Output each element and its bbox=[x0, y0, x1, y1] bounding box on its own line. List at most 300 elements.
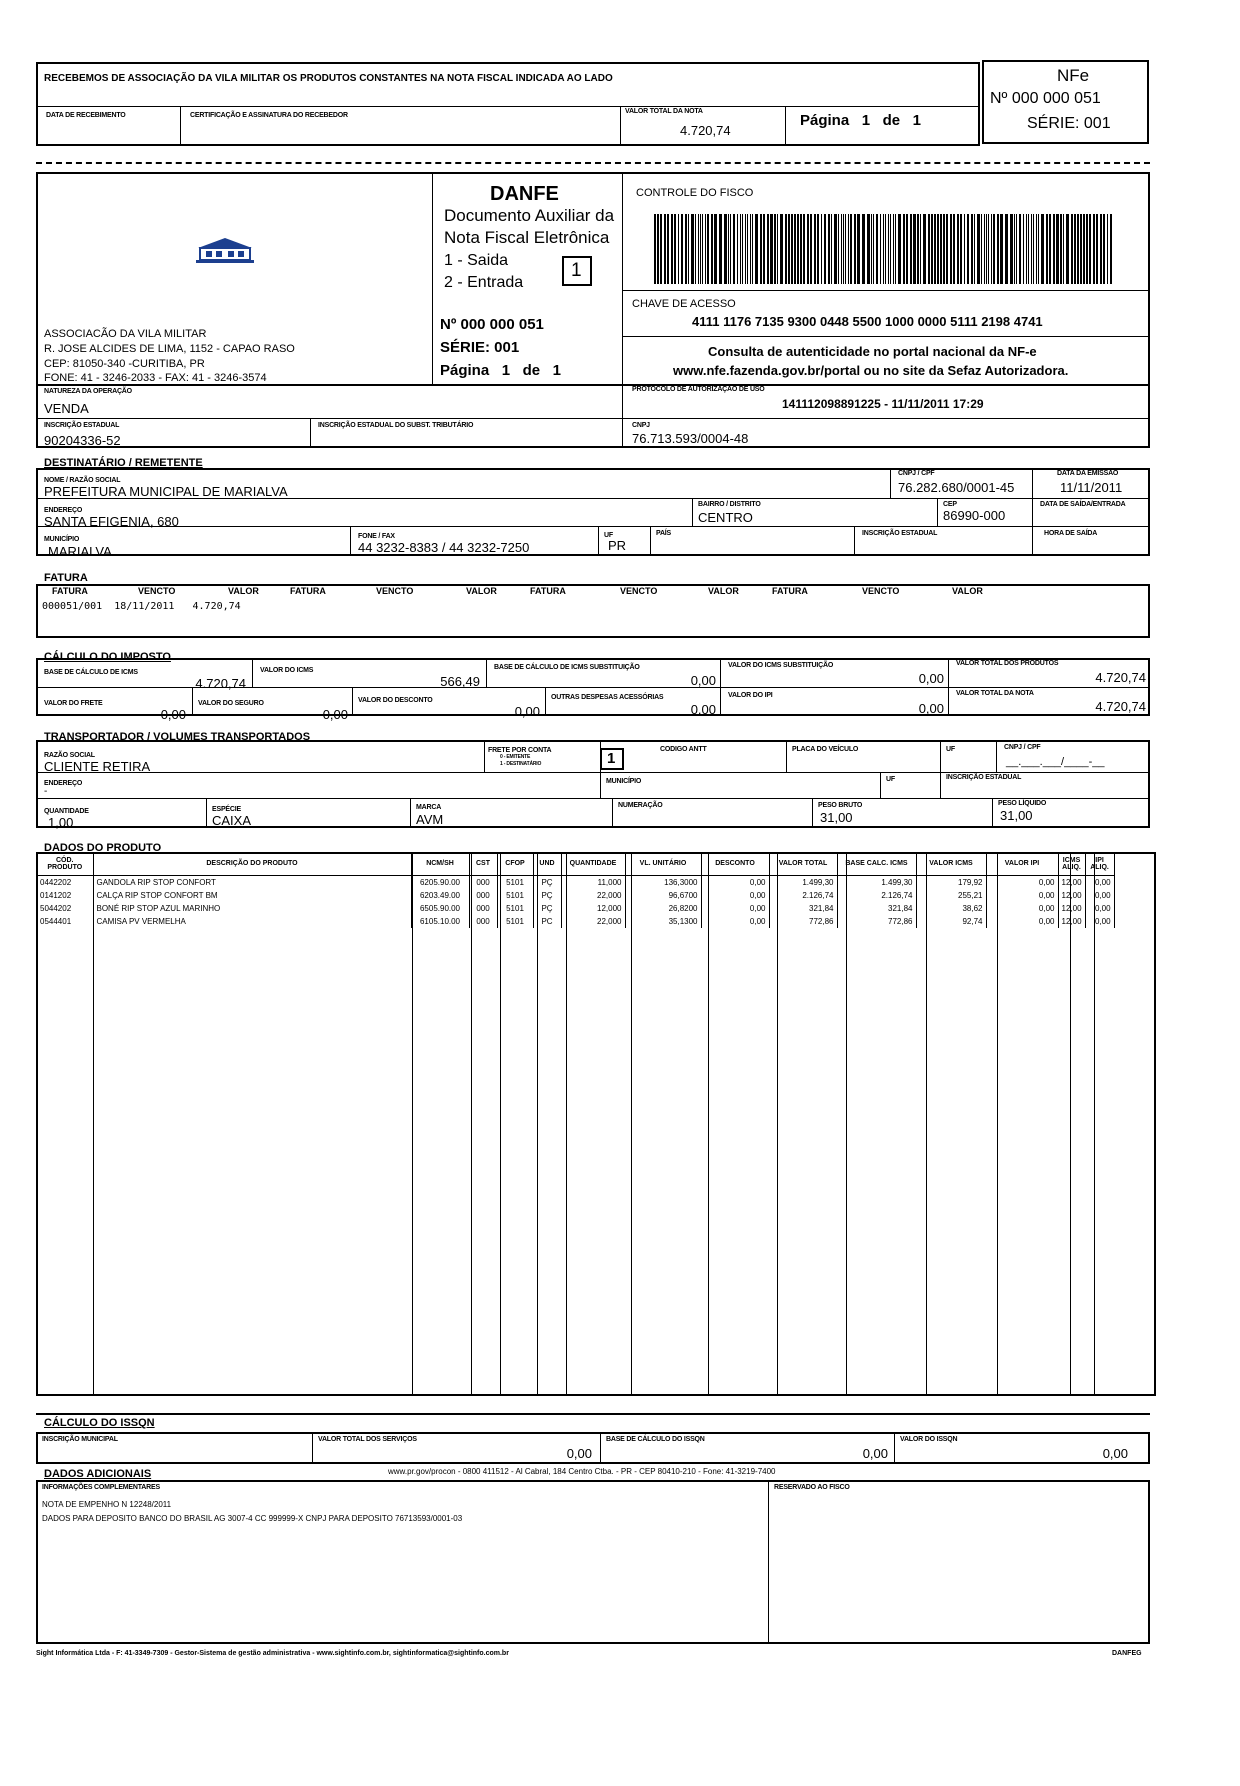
produtos-header-row bbox=[37, 853, 1114, 875]
razao: CLIENTE RETIRA bbox=[44, 759, 151, 774]
table-cell: 0,00 bbox=[701, 915, 769, 928]
info-label: INFORMAÇÕES COMPLEMENTARES bbox=[42, 1484, 160, 1491]
barcode-bar bbox=[843, 214, 844, 284]
valor-st-label: VALOR DO ICMS SUBSTITUIÇÃO bbox=[728, 662, 834, 669]
table-cell: 1.499,30 bbox=[769, 875, 837, 889]
emitente-cep: CEP: 81050-340 -CURITIBA, PR bbox=[44, 358, 205, 370]
table-cell: BONÉ RIP STOP AZUL MARINHO bbox=[93, 902, 411, 915]
table-cell: 0544401 bbox=[37, 915, 93, 928]
barcode-bar bbox=[794, 214, 796, 284]
table-cell: 22,000 bbox=[561, 889, 625, 902]
barcode-bar bbox=[688, 214, 689, 284]
barcode-bar bbox=[981, 214, 982, 284]
total-produtos: 4.720,74 bbox=[1095, 670, 1146, 685]
seguro-label: VALOR DO SEGURO bbox=[198, 700, 264, 707]
column-divider bbox=[631, 852, 632, 1396]
consulta2: www.nfe.fazenda.gov.br/portal ou no site da Sefaz Autorizadora. bbox=[673, 363, 1069, 378]
barcode-bar bbox=[928, 214, 930, 284]
barcode-bar bbox=[893, 214, 894, 284]
barcode-bar bbox=[1014, 214, 1015, 284]
table-cell: 000 bbox=[469, 902, 497, 915]
table-cell: 000 bbox=[469, 915, 497, 928]
chave-label: CHAVE DE ACESSO bbox=[632, 298, 736, 310]
barcode-bar bbox=[1019, 214, 1021, 284]
barcode-bar bbox=[824, 214, 826, 284]
produtos-header-cell: CFOP bbox=[497, 853, 533, 875]
table-cell: 22,000 bbox=[561, 915, 625, 928]
barcode-bar bbox=[920, 214, 921, 284]
barcode-bar bbox=[1026, 214, 1027, 284]
table-cell: 772,86 bbox=[769, 915, 837, 928]
table-cell: 6203.49.00 bbox=[411, 889, 469, 902]
barcode-bar bbox=[724, 214, 727, 284]
table-cell: GANDOLA RIP STOP CONFORT bbox=[93, 875, 411, 889]
data-recebimento-label: DATA DE RECEBIMENTO bbox=[46, 112, 126, 119]
transp-endereco: - bbox=[44, 786, 48, 797]
table-cell: 0,00 bbox=[701, 902, 769, 915]
barcode-bar bbox=[777, 214, 778, 284]
dest-municipio: MARIALVA bbox=[48, 544, 112, 559]
barcode-bar bbox=[1005, 214, 1008, 284]
barcode-bar bbox=[702, 214, 703, 284]
table-cell: 35,1300 bbox=[625, 915, 701, 928]
table-cell: 0,00 bbox=[1085, 889, 1114, 902]
barcode-bar bbox=[1086, 214, 1088, 284]
table-cell: PC bbox=[533, 915, 561, 928]
natureza-label: NATUREZA DA OPERAÇÃO bbox=[44, 388, 132, 395]
table-cell: PÇ bbox=[533, 875, 561, 889]
barcode-bar bbox=[917, 214, 919, 284]
danfe-subtitle1: Documento Auxiliar da bbox=[444, 206, 615, 225]
barcode-bar bbox=[937, 214, 939, 284]
barcode-bar bbox=[678, 214, 679, 284]
danfe-entrada: 2 - Entrada bbox=[444, 274, 524, 291]
barcode-bar bbox=[1110, 214, 1112, 284]
barcode-bar bbox=[934, 214, 936, 284]
produtos-header-cell: ICMS ALIQ. bbox=[1058, 853, 1085, 875]
transportador-section: TRANSPORTADOR / VOLUMES TRANSPORTADOS bbox=[44, 731, 311, 743]
dest-nome-label: NOME / RAZÃO SOCIAL bbox=[44, 477, 121, 484]
column-divider bbox=[846, 852, 847, 1396]
table-cell: 179,92 bbox=[916, 875, 986, 889]
barcode-bar bbox=[913, 214, 916, 284]
dest-emissao: 11/11/2011 bbox=[1060, 480, 1123, 495]
column-divider bbox=[566, 852, 567, 1396]
barcode-bar bbox=[719, 214, 722, 284]
frete-op1: 1 - DESTINATÁRIO bbox=[500, 761, 542, 767]
barcode-bar bbox=[876, 214, 878, 284]
dest-endereco-label: ENDEREÇO bbox=[44, 507, 83, 514]
table-cell: PÇ bbox=[533, 902, 561, 915]
table-cell: 12,00 bbox=[1058, 902, 1085, 915]
barcode-bar bbox=[1056, 214, 1059, 284]
marca-label: MARCA bbox=[416, 804, 442, 811]
table-cell: 96,6700 bbox=[625, 889, 701, 902]
dest-cnpj-label: CNPJ / CPF bbox=[898, 470, 935, 477]
column-divider bbox=[500, 852, 501, 1396]
barcode-bar bbox=[760, 214, 762, 284]
barcode-bar bbox=[681, 214, 683, 284]
barcode-bar bbox=[906, 214, 908, 284]
emitente-endereco: R. JOSE ALCIDES DE LIMA, 1152 - CAPAO RASO bbox=[44, 343, 295, 355]
barcode-bar bbox=[791, 214, 793, 284]
frete-conta: 1 bbox=[607, 750, 616, 767]
barcode-bar bbox=[984, 214, 985, 284]
barcode-bar bbox=[821, 214, 822, 284]
table-row bbox=[37, 889, 1114, 902]
barcode-bar bbox=[867, 214, 870, 284]
base-issqn: 0,00 bbox=[862, 1446, 888, 1461]
barcode-bar bbox=[950, 214, 952, 284]
dest-fone: 44 3232-8383 / 44 3232-7250 bbox=[358, 540, 530, 555]
barcode-bar bbox=[797, 214, 799, 284]
barcode-bar bbox=[714, 214, 717, 284]
barcode-bar bbox=[1063, 214, 1064, 284]
dest-cep: 86990-000 bbox=[943, 508, 1006, 523]
barcode-bar bbox=[845, 214, 846, 284]
danfe-subtitle2: Nota Fiscal Eletrônica bbox=[444, 228, 610, 247]
produtos-header-cell: CÓD. PRODUTO bbox=[37, 853, 93, 875]
barcode-bar bbox=[1066, 214, 1069, 284]
table-cell: 5101 bbox=[497, 889, 533, 902]
barcode-bar bbox=[745, 214, 746, 284]
barcode-bar bbox=[657, 214, 659, 284]
table-cell: 0,00 bbox=[701, 875, 769, 889]
barcode-bar bbox=[828, 214, 830, 284]
barcode-bar bbox=[733, 214, 735, 284]
table-cell: 0141202 bbox=[37, 889, 93, 902]
numeracao-label: NUMERAÇÃO bbox=[618, 802, 663, 809]
produtos-header-cell: QUANTIDADE bbox=[561, 853, 625, 875]
barcode-bar bbox=[931, 214, 933, 284]
column-divider bbox=[777, 852, 778, 1396]
barcode-bar bbox=[841, 214, 842, 284]
barcode-bar bbox=[780, 214, 783, 284]
table-row bbox=[37, 915, 1114, 928]
barcode-bar bbox=[953, 214, 955, 284]
danfe-title: DANFE bbox=[490, 183, 559, 205]
table-cell: CALÇA RIP STOP CONFORT BM bbox=[93, 889, 411, 902]
dest-fone-label: FONE / FAX bbox=[358, 533, 395, 540]
barcode-bar bbox=[1071, 214, 1073, 284]
total-servicos: 0,00 bbox=[566, 1446, 592, 1461]
barcode-bar bbox=[923, 214, 926, 284]
barcode-bar bbox=[988, 214, 989, 284]
transp-cnpj-label: CNPJ / CPF bbox=[1004, 744, 1041, 751]
barcode-bar bbox=[755, 214, 758, 284]
canhoto-nfe-label: NFe bbox=[1057, 66, 1090, 85]
transp-municipio-label: MUNICÍPIO bbox=[606, 778, 642, 785]
produtos-col-lines bbox=[36, 852, 1156, 1396]
barcode-bar bbox=[660, 214, 662, 284]
info1: NOTA DE EMPENHO N 12248/2011 bbox=[42, 1500, 172, 1509]
produtos-header-cell: BASE CALC. ICMS bbox=[837, 853, 916, 875]
table-cell: 0,00 bbox=[701, 889, 769, 902]
table-cell: 12,00 bbox=[1058, 915, 1085, 928]
barcode-bar bbox=[700, 214, 701, 284]
barcode-bar bbox=[1033, 214, 1034, 284]
barcode-bar bbox=[667, 214, 669, 284]
transp-uf-label: UF bbox=[946, 746, 955, 753]
table-cell: 2.126,74 bbox=[837, 889, 916, 902]
table-row bbox=[37, 902, 1114, 915]
table-cell: PÇ bbox=[533, 889, 561, 902]
dest-cep-label: CEP bbox=[943, 501, 957, 508]
table-cell: 92,74 bbox=[916, 915, 986, 928]
transp-endereco-label: ENDEREÇO bbox=[44, 780, 83, 787]
barcode-bar bbox=[1041, 214, 1044, 284]
especie-label: ESPÉCIE bbox=[212, 806, 241, 813]
barcode-bar bbox=[888, 214, 889, 284]
barcode-bar bbox=[763, 214, 765, 284]
base-st: 0,00 bbox=[690, 673, 716, 688]
dest-bairro: CENTRO bbox=[698, 510, 753, 525]
column-divider bbox=[412, 852, 413, 1396]
barcode-bar bbox=[788, 214, 790, 284]
barcode-bar bbox=[817, 214, 819, 284]
ipi-label: VALOR DO IPI bbox=[728, 692, 773, 699]
table-cell: 5101 bbox=[497, 915, 533, 928]
controle-fisco-label: CONTROLE DO FISCO bbox=[636, 187, 754, 199]
frete-conta-label: FRETE POR CONTA bbox=[488, 747, 552, 754]
barcode-bar bbox=[1010, 214, 1013, 284]
barcode-bar bbox=[883, 214, 884, 284]
produtos-table bbox=[37, 853, 1115, 928]
table-row bbox=[37, 875, 1114, 889]
valor-issqn: 0,00 bbox=[1102, 1446, 1128, 1461]
certificacao-label: CERTIFICAÇÃO E ASSINATURA DO RECEBEDOR bbox=[190, 112, 348, 119]
cnpj: 76.713.593/0004-48 bbox=[632, 431, 749, 446]
barcode-bar bbox=[705, 214, 706, 284]
barcode-bar bbox=[890, 214, 891, 284]
valor-st: 0,00 bbox=[918, 671, 944, 686]
column-divider bbox=[926, 852, 927, 1396]
barcode-bar bbox=[871, 214, 872, 284]
barcode-bar bbox=[862, 214, 865, 284]
fatura-section: FATURA bbox=[44, 572, 88, 584]
dest-uf: PR bbox=[608, 538, 627, 553]
emitente-fone: FONE: 41 - 3246-2033 - FAX: 41 - 3246-3574 bbox=[44, 372, 267, 384]
footer-right: DANFEG bbox=[1112, 1650, 1142, 1657]
ipi: 0,00 bbox=[918, 701, 944, 716]
table-cell: 0,00 bbox=[1085, 915, 1114, 928]
barcode-bar bbox=[664, 214, 666, 284]
produtos-header-cell: UND bbox=[533, 853, 561, 875]
table-cell: 321,84 bbox=[769, 902, 837, 915]
valor-icms: 566,49 bbox=[440, 674, 480, 689]
table-cell: 000 bbox=[469, 889, 497, 902]
emitente-nome: ASSOCIACÃO DA VILA MILITAR bbox=[44, 328, 207, 340]
issqn-block bbox=[36, 1432, 1150, 1464]
chave-acesso: 4111 1176 7135 9300 0448 5500 1000 0000 5111 2198 4741 bbox=[692, 314, 1043, 329]
barcode-bar bbox=[873, 214, 874, 284]
barcode-bar bbox=[977, 214, 980, 284]
barcode-bar bbox=[803, 214, 805, 284]
barcode-bar bbox=[785, 214, 787, 284]
barcode-bar bbox=[1023, 214, 1024, 284]
base-icms-label: BASE DE CÁLCULO DE ICMS bbox=[44, 669, 138, 676]
column-divider bbox=[93, 852, 94, 1396]
barcode-bar bbox=[848, 214, 849, 284]
barcode-bar bbox=[1038, 214, 1039, 284]
produtos-header-cell: VL. UNITÁRIO bbox=[625, 853, 701, 875]
table-cell: 0,00 bbox=[986, 875, 1058, 889]
base-issqn-label: BASE DE CÁLCULO DO ISSQN bbox=[606, 1436, 705, 1443]
barcode bbox=[654, 214, 1114, 284]
peso-liquido-label: PESO LÍQUIDO bbox=[998, 800, 1047, 807]
canhoto-valor: 4.720,74 bbox=[680, 123, 731, 138]
danfe-numero: Nº 000 000 051 bbox=[440, 316, 544, 333]
barcode-bar bbox=[993, 214, 995, 284]
outras: 0,00 bbox=[690, 702, 716, 717]
barcode-bar bbox=[991, 214, 992, 284]
issqn-section: CÁLCULO DO ISSQN bbox=[44, 1417, 155, 1429]
barcode-bar bbox=[685, 214, 687, 284]
dest-nome: PREFEITURA MUNICIPAL DE MARIALVA bbox=[44, 484, 288, 499]
barcode-bar bbox=[707, 214, 709, 284]
transp-cnpj: __.___.___/____-__ bbox=[1006, 756, 1105, 768]
info2: DADOS PARA DEPOSITO BANCO DO BRASIL AG 3007-4 CC 999999-X CNPJ PARA DEPOSITO 76713593/0001-03 bbox=[42, 1514, 463, 1523]
transportador-block bbox=[36, 740, 1150, 828]
barcode-bar bbox=[1031, 214, 1032, 284]
produtos-section: DADOS DO PRODUTO bbox=[44, 842, 162, 854]
canhoto-pagina: Página 1 de 1 bbox=[800, 112, 921, 129]
table-cell: 11,000 bbox=[561, 875, 625, 889]
dest-emissao-label: DATA DA EMISSÃO bbox=[1057, 470, 1119, 477]
produtos-header-cell: NCM/SH bbox=[411, 853, 469, 875]
barcode-bar bbox=[903, 214, 905, 284]
barcode-bar bbox=[1083, 214, 1085, 284]
dest-saida-label: DATA DE SAÍDA/ENTRADA bbox=[1040, 501, 1126, 508]
frete-label: VALOR DO FRETE bbox=[44, 700, 103, 707]
barcode-bar bbox=[810, 214, 812, 284]
ie-label: INSCRIÇÃO ESTADUAL bbox=[44, 422, 120, 429]
protocolo-label: PROTOCOLO DE AUTORIZAÇÃO DE USO bbox=[632, 386, 765, 393]
total-produtos-label: VALOR TOTAL DOS PRODUTOS bbox=[956, 660, 1059, 667]
frete: 0,00 bbox=[160, 707, 186, 722]
barcode-bar bbox=[1107, 214, 1108, 284]
table-cell: 255,21 bbox=[916, 889, 986, 902]
barcode-bar bbox=[774, 214, 776, 284]
especie: CAIXA bbox=[212, 813, 252, 828]
placa-label: PLACA DO VEÍCULO bbox=[792, 746, 859, 753]
danfe-saida: 1 - Saida bbox=[444, 252, 509, 269]
razao-label: RAZÃO SOCIAL bbox=[44, 752, 95, 759]
produtos-header-cell: VALOR IPI bbox=[986, 853, 1058, 875]
table-cell: 6205.90.00 bbox=[411, 875, 469, 889]
barcode-bar bbox=[1080, 214, 1082, 284]
barcode-bar bbox=[964, 214, 965, 284]
total-servicos-label: VALOR TOTAL DOS SERVIÇOS bbox=[318, 1436, 417, 1443]
barcode-bar bbox=[940, 214, 942, 284]
dest-municipio-label: MUNICÍPIO bbox=[44, 536, 80, 543]
valor-issqn-label: VALOR DO ISSQN bbox=[900, 1436, 958, 1443]
table-cell: 0442202 bbox=[37, 875, 93, 889]
table-cell: 5101 bbox=[497, 902, 533, 915]
consulta1: Consulta de autenticidade no portal nacional da NF-e bbox=[708, 344, 1037, 359]
barcode-bar bbox=[750, 214, 751, 284]
dest-cnpj: 76.282.680/0001-45 bbox=[898, 480, 1015, 495]
barcode-bar bbox=[711, 214, 713, 284]
barcode-bar bbox=[898, 214, 901, 284]
table-cell: 12,00 bbox=[1058, 875, 1085, 889]
barcode-bar bbox=[974, 214, 975, 284]
barcode-bar bbox=[800, 214, 802, 284]
barcode-bar bbox=[1036, 214, 1037, 284]
column-divider bbox=[471, 852, 472, 1396]
natureza: VENDA bbox=[44, 401, 89, 416]
barcode-bar bbox=[997, 214, 999, 284]
marca: AVM bbox=[416, 812, 444, 827]
base-st-label: BASE DE CÁLCULO DE ICMS SUBSTITUIÇÃO bbox=[494, 664, 640, 671]
table-cell: 0,00 bbox=[986, 915, 1058, 928]
peso-liquido: 31,00 bbox=[1000, 808, 1033, 823]
outras-label: OUTRAS DESPESAS ACESSÓRIAS bbox=[551, 694, 664, 701]
table-cell: 2.126,74 bbox=[769, 889, 837, 902]
cnpj-label: CNPJ bbox=[632, 422, 650, 429]
barcode-bar bbox=[1053, 214, 1055, 284]
barcode-bar bbox=[1046, 214, 1048, 284]
ie: 90204336-52 bbox=[44, 433, 121, 448]
table-cell: 0,00 bbox=[1085, 902, 1114, 915]
desconto-label: VALOR DO DESCONTO bbox=[358, 697, 433, 704]
barcode-bar bbox=[831, 214, 832, 284]
desconto: 0,00 bbox=[514, 704, 540, 719]
reservado-label: RESERVADO AO FISCO bbox=[774, 1484, 850, 1491]
total-nota-label: VALOR TOTAL DA NOTA bbox=[956, 690, 1034, 697]
barcode-bar bbox=[850, 214, 852, 284]
table-cell: 772,86 bbox=[837, 915, 916, 928]
barcode-bar bbox=[1093, 214, 1095, 284]
danfe-serie: SÉRIE: 001 bbox=[440, 339, 520, 356]
table-cell: 0,00 bbox=[1085, 875, 1114, 889]
protocolo: 141112098891225 - 11/11/2011 17:29 bbox=[782, 397, 984, 411]
recebemos-text: RECEBEMOS DE ASSOCIAÇÃO DA VILA MILITAR OS PRODUTOS CONSTANTES NA NOTA FISCAL INDICADA AO LADO bbox=[44, 73, 613, 84]
barcode-bar bbox=[1028, 214, 1029, 284]
barcode-bar bbox=[1060, 214, 1062, 284]
building-logo-icon bbox=[194, 236, 256, 264]
barcode-bar bbox=[957, 214, 959, 284]
produtos-header-cell: DESCONTO bbox=[701, 853, 769, 875]
barcode-bar bbox=[910, 214, 912, 284]
column-divider bbox=[1094, 852, 1095, 1396]
barcode-bar bbox=[857, 214, 860, 284]
produtos-header-cell: DESCRIÇÃO DO PRODUTO bbox=[93, 853, 411, 875]
column-divider bbox=[537, 852, 538, 1396]
table-cell: 0,00 bbox=[986, 889, 1058, 902]
table-cell: 6505.90.00 bbox=[411, 902, 469, 915]
barcode-bar bbox=[1049, 214, 1051, 284]
table-cell: 6105.10.00 bbox=[411, 915, 469, 928]
column-divider bbox=[1070, 852, 1071, 1396]
table-cell: 321,84 bbox=[837, 902, 916, 915]
table-cell: 1.499,30 bbox=[837, 875, 916, 889]
barcode-bar bbox=[742, 214, 743, 284]
barcode-bar bbox=[737, 214, 738, 284]
barcode-bar bbox=[1077, 214, 1079, 284]
barcode-bar bbox=[807, 214, 809, 284]
barcode-bar bbox=[885, 214, 886, 284]
cut-line bbox=[36, 162, 1150, 164]
dest-hora-label: HORA DE SAÍDA bbox=[1044, 530, 1098, 537]
barcode-bar bbox=[854, 214, 856, 284]
barcode-bar bbox=[1016, 214, 1017, 284]
barcode-bar bbox=[960, 214, 962, 284]
adicionais-section: DADOS ADICIONAIS bbox=[44, 1468, 152, 1480]
barcode-bar bbox=[654, 214, 656, 284]
barcode-bar bbox=[740, 214, 741, 284]
dest-uf-label: UF bbox=[604, 532, 613, 539]
